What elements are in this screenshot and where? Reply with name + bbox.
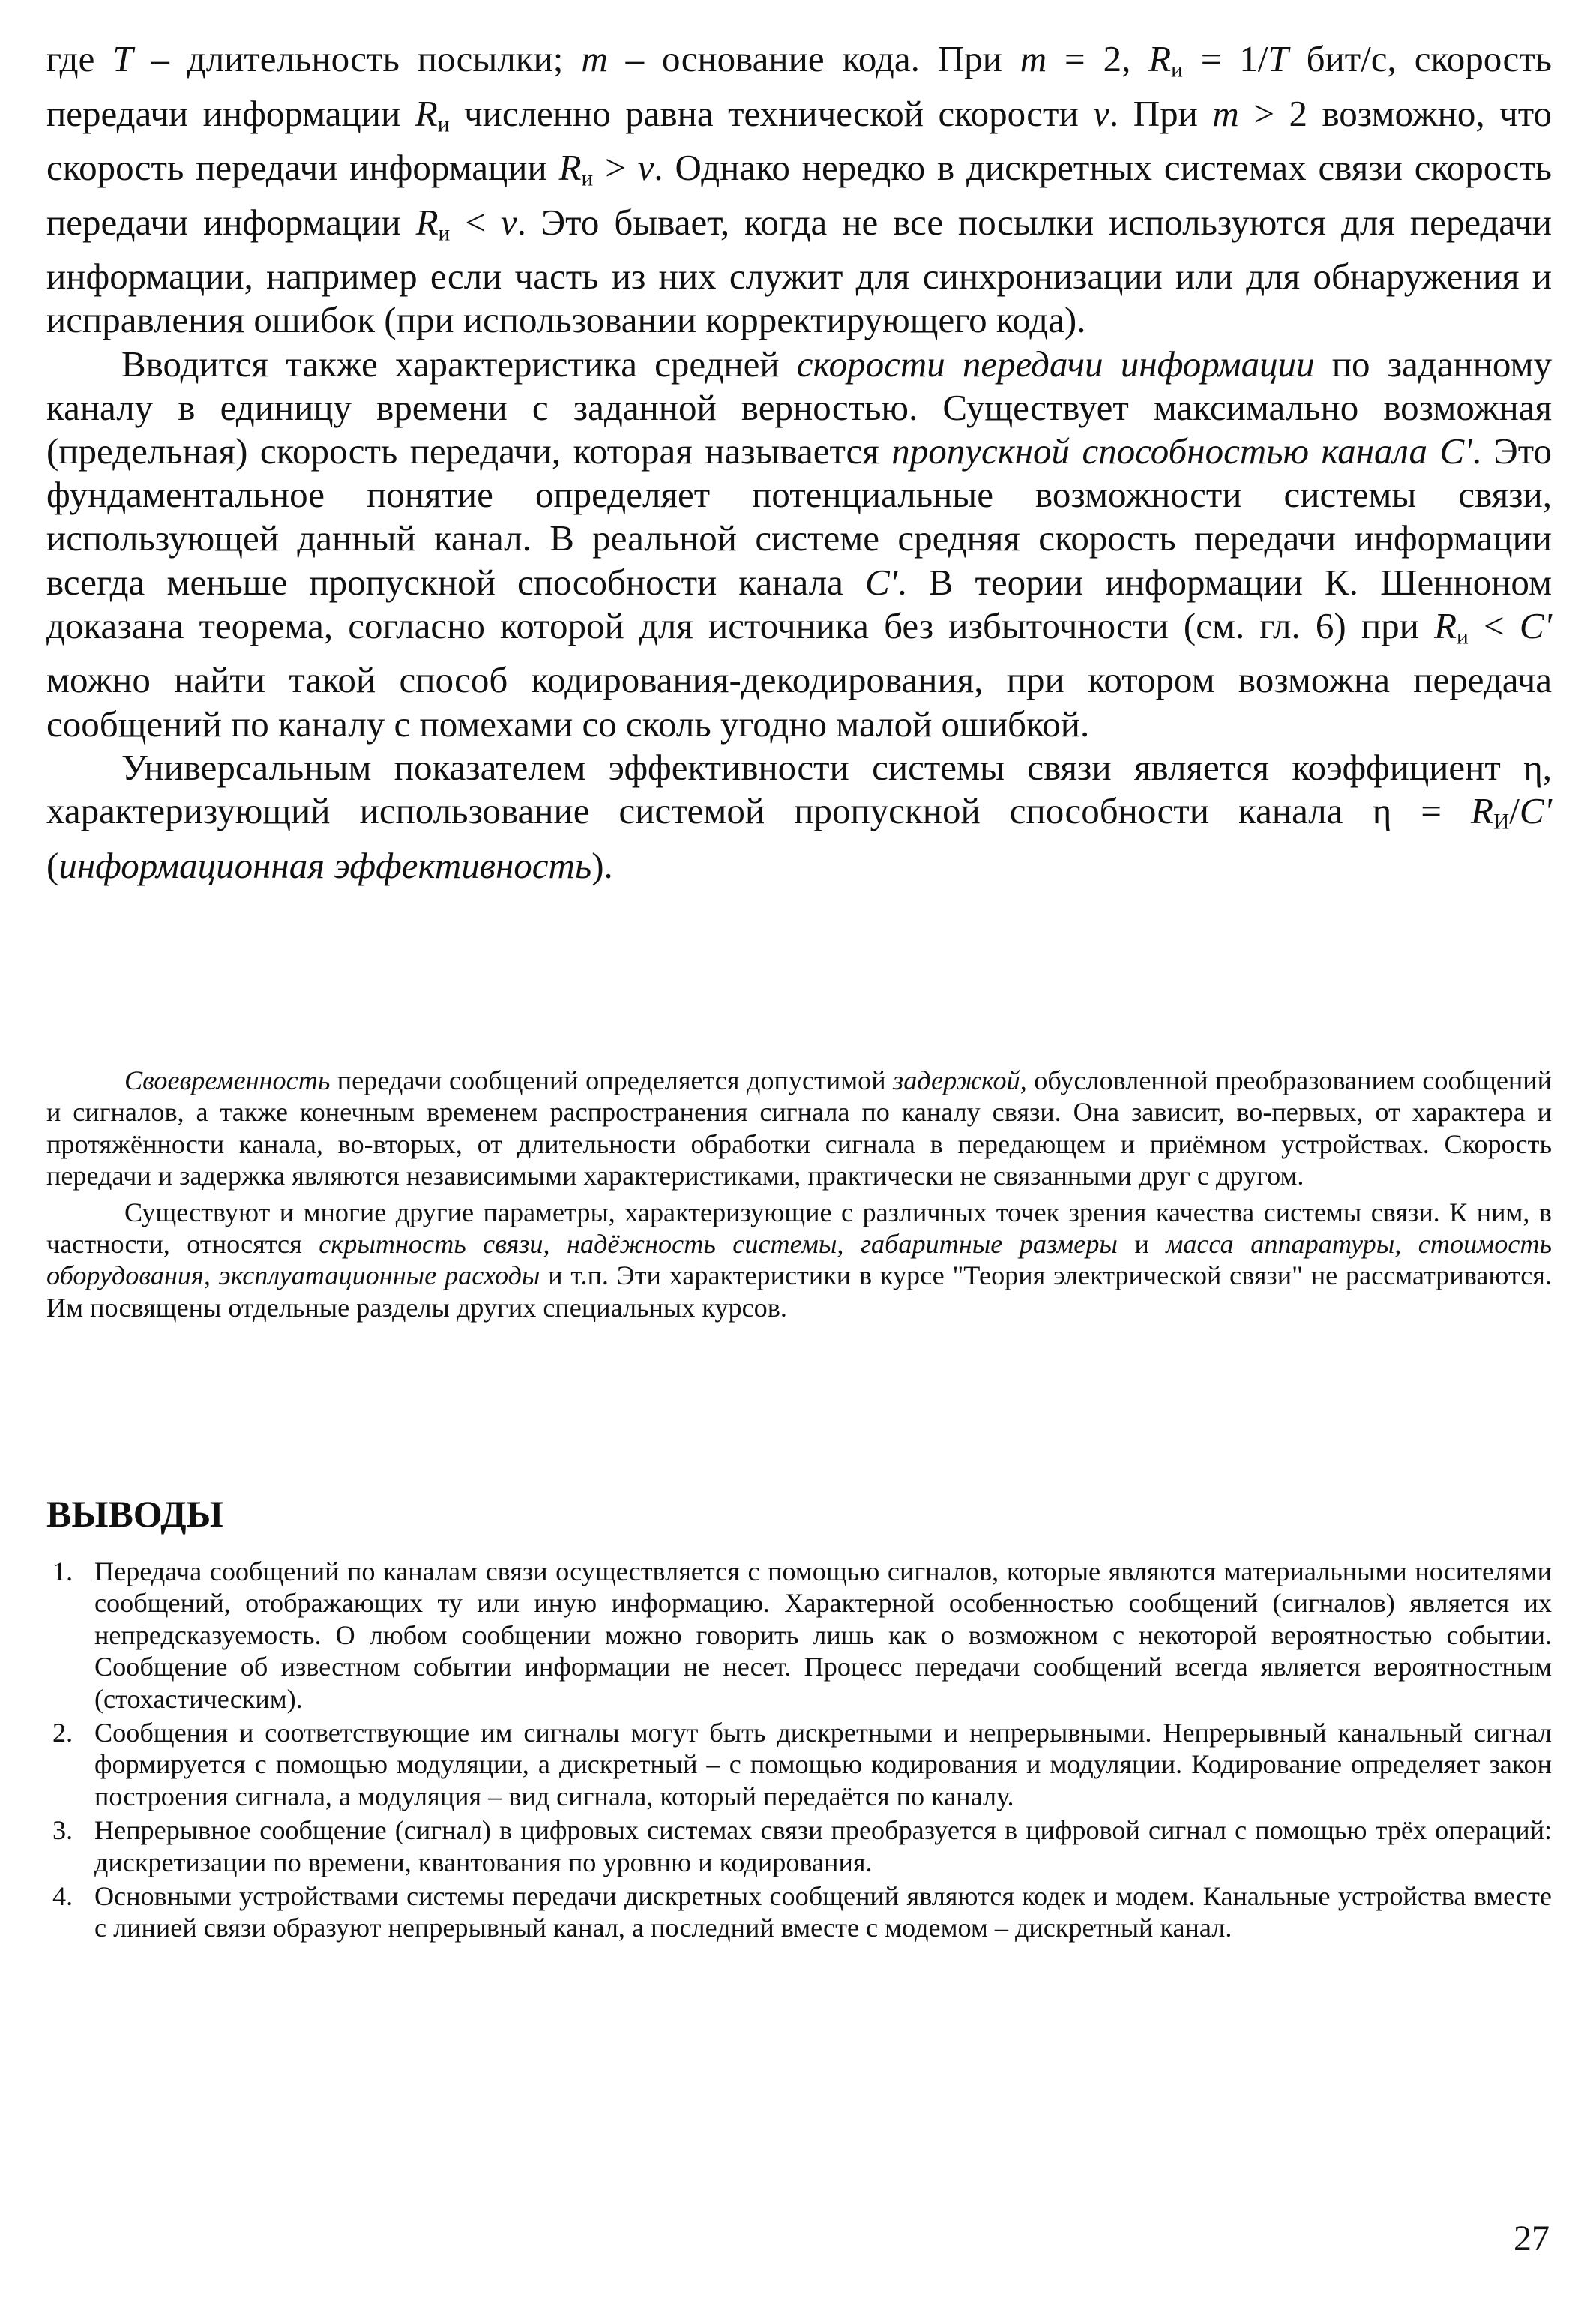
list-item bbox=[46, 1556, 1552, 1715]
subscript: и bbox=[1457, 625, 1469, 649]
page-number: 27 bbox=[1514, 2219, 1550, 2258]
text: < bbox=[450, 201, 501, 243]
symbol-m: m bbox=[1212, 92, 1239, 134]
symbol-T: T bbox=[112, 38, 133, 79]
item-number: 1. bbox=[52, 1556, 73, 1586]
text: , обусловленной преобразованием сообщений и сигналов, а также конечным временем распространения сигнала по каналу связи. Она зависит, во-первых, от характера и протяжённости канала, во-вторых, от длительности обработки сигнала в передающем и приёмном устройствах. Скорость передачи и задержка являются независимыми характеристиками, практически не связанными друг с другом. bbox=[46, 1065, 1552, 1191]
section-heading: ВЫВОДЫ bbox=[46, 1493, 223, 1535]
list-item bbox=[46, 1717, 1552, 1812]
text: – длительность посылки; bbox=[133, 38, 582, 79]
item-text: Сообщения и соответствующие им сигналы могут быть дискретными и непрерывными. Непрерывный канальный сигнал формируется с помощью модуляции, а дискретный – с помощью кодирования и модуляции. Кодирование определяет закон построения сигнала, а модуляция – вид сигнала, который передаётся по каналу. bbox=[94, 1718, 1552, 1811]
small-print-section bbox=[46, 1065, 1552, 1323]
text: = 1/ bbox=[1182, 38, 1268, 79]
text: – основание кода. При bbox=[607, 38, 1020, 79]
item-text: Передача сообщений по каналам связи осуществляется с помощью сигналов, которые являются материальными носителями сообщений, отображающих ту или иную информацию. Характерной особенностью сообщений (сигналов) является их непредсказуемость. О любом сообщении можно говорить лишь как о возможном с некоторой вероятностью событии. Сообщение об известном событии информации не несет. Процесс передачи сообщений всегда является вероятностным (стохастическим). bbox=[94, 1556, 1552, 1714]
list-item bbox=[46, 1814, 1552, 1878]
symbol-C: C' bbox=[865, 561, 898, 603]
term: скорости передачи информации bbox=[796, 343, 1315, 385]
subscript: и bbox=[438, 220, 451, 245]
symbol-R: R bbox=[1434, 604, 1457, 646]
symbol-m: m bbox=[1020, 38, 1047, 79]
text: и bbox=[1117, 1229, 1166, 1260]
term: пропускной способностью канала C' bbox=[891, 430, 1472, 472]
text: Вводится также характеристика средней bbox=[121, 343, 797, 385]
text: = 2, bbox=[1047, 38, 1149, 79]
list-item bbox=[46, 1880, 1552, 1944]
symbol-v: v bbox=[1093, 92, 1109, 134]
symbol-T: T bbox=[1268, 38, 1289, 79]
item-number: 3. bbox=[52, 1815, 73, 1846]
text: . Однако нередко в дискретных системах связи скорость передачи информации bbox=[46, 147, 1553, 243]
text: / bbox=[1509, 789, 1520, 831]
text: . При bbox=[1109, 92, 1213, 134]
term: Своевременность bbox=[124, 1065, 331, 1095]
symbol-C: C' bbox=[1519, 604, 1552, 646]
symbol-v: v bbox=[637, 147, 654, 189]
symbol-R: R bbox=[415, 92, 438, 134]
symbol-R: R bbox=[1148, 38, 1172, 79]
subscript: и bbox=[437, 112, 450, 136]
item-text: Непрерывное сообщение (сигнал) в цифровых системах связи преобразуется в цифровой сигнал с помощью трёх операций: дискретизации по времени, квантования по уровню и кодирования. bbox=[94, 1815, 1552, 1877]
small-paragraph-1 bbox=[46, 1065, 1552, 1192]
paragraph-3 bbox=[46, 746, 1552, 888]
symbol-v: v bbox=[500, 201, 517, 243]
text: передачи сообщений определяется допустимой bbox=[330, 1065, 894, 1095]
text: . Это фундаментальное понятие определяет потенциальные возможности системы связи, использующей данный канал. В реальной системе средняя скорость передачи информации всегда меньше пропускной способности канала bbox=[46, 430, 1552, 603]
symbol-R: R bbox=[558, 147, 582, 189]
text: > 2 возможно, что скорость передачи информации bbox=[46, 92, 1553, 189]
term: скрытность связи, надёжность системы, габаритные размеры bbox=[319, 1229, 1118, 1260]
text: . Это бывает, когда не все посылки используются для передачи информации, например если часть из них служит для синхронизации или для обнаружения и исправления ошибок (при использовании корректирующего кода). bbox=[46, 201, 1553, 341]
text: где bbox=[46, 38, 113, 79]
subscript: И bbox=[1493, 810, 1510, 834]
subscript: и bbox=[1171, 58, 1183, 82]
term: масса аппаратуры, стоимость оборудования, эксплуатационные расходы bbox=[46, 1229, 1553, 1291]
text: < bbox=[1468, 604, 1520, 646]
paragraph-2 bbox=[46, 343, 1552, 746]
text: по заданному каналу в единицу времени с заданной верностью. Существует максимально возможная (предельная) скорость передачи, которая называется bbox=[46, 343, 1552, 472]
symbol-m: m bbox=[581, 38, 608, 79]
term: задержкой bbox=[893, 1065, 1020, 1095]
main-text bbox=[46, 37, 1552, 888]
text: Универсальным показателем эффективности системы связи является коэффициент η, характеризующий использование системой пропускной способности канала η = bbox=[46, 746, 1552, 831]
text: численно равна технической скорости bbox=[449, 92, 1094, 134]
text: и т.п. Эти характеристики в курсе "Теория электрической связи" не рассматриваются. Им посвящены отдельные разделы других специальных курсов. bbox=[46, 1260, 1552, 1323]
text: ). bbox=[591, 844, 613, 886]
text: . В теории информации К. Шенноном доказана теорема, согласно которой для источника без избыточности (см. гл. 6) при bbox=[46, 561, 1552, 646]
text: можно найти такой способ кодирования-декодирования, при котором возможна передача сообщений по каналу с помехами со сколь угодно малой ошибкой. bbox=[46, 659, 1552, 745]
subscript: и bbox=[581, 166, 594, 191]
item-text: Основными устройствами системы передачи дискретных сообщений являются кодек и модем. Канальные устройства вместе с линией связи образуют непрерывный канал, а последний вместе с модемом – дискретный канал. bbox=[94, 1881, 1552, 1943]
term: информационная эффективность bbox=[58, 844, 592, 886]
symbol-R: R bbox=[1471, 789, 1493, 831]
symbol-C: C' bbox=[1519, 789, 1552, 831]
item-number: 2. bbox=[52, 1718, 73, 1748]
symbol-R: R bbox=[415, 201, 439, 243]
text: бит/с, скорость передачи информации bbox=[46, 38, 1552, 134]
conclusions-list bbox=[46, 1556, 1552, 1946]
text: ( bbox=[46, 844, 59, 886]
item-number: 4. bbox=[52, 1881, 73, 1912]
text: > bbox=[593, 147, 638, 189]
text: Существуют и многие другие параметры, характеризующие с различных точек зрения качества системы связи. К ним, в частности, относятся bbox=[46, 1197, 1552, 1260]
small-paragraph-2 bbox=[46, 1197, 1552, 1324]
paragraph-1 bbox=[46, 37, 1552, 343]
